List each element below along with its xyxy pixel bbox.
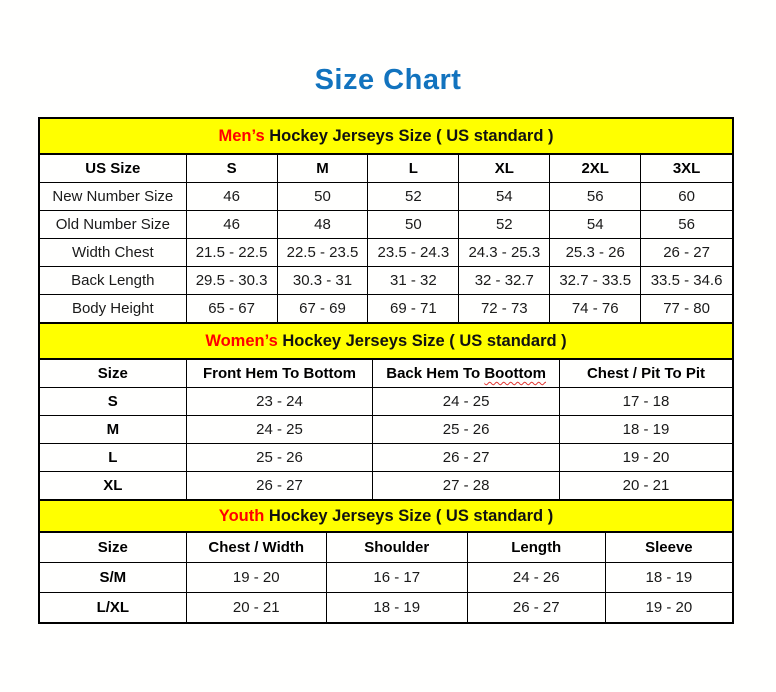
value-cell: 23 - 24 bbox=[186, 388, 373, 416]
column-header-cell: Shoulder bbox=[326, 532, 467, 563]
value-cell: 50 bbox=[368, 211, 459, 239]
column-header-cell: Front Hem To Bottom bbox=[186, 359, 373, 388]
section-womens bbox=[38, 322, 734, 501]
size-chart-tables bbox=[38, 117, 734, 624]
section-heading bbox=[38, 499, 734, 533]
value-cell: 27 - 28 bbox=[373, 472, 560, 501]
column-header-cell: Chest / Pit To Pit bbox=[559, 359, 733, 388]
column-header-cell: Sleeve bbox=[605, 532, 733, 563]
value-cell: 24 - 25 bbox=[186, 416, 373, 444]
value-cell: 26 - 27 bbox=[186, 472, 373, 501]
value-cell: 60 bbox=[641, 183, 733, 211]
table-row bbox=[39, 563, 733, 593]
table-row bbox=[39, 267, 733, 295]
row-label-cell: New Number Size bbox=[39, 183, 186, 211]
value-cell: 21.5 - 22.5 bbox=[186, 239, 277, 267]
table-row bbox=[39, 472, 733, 501]
value-cell: 17 - 18 bbox=[559, 388, 733, 416]
value-cell: 25.3 - 26 bbox=[550, 239, 641, 267]
row-label-cell: S bbox=[39, 388, 186, 416]
table-row bbox=[39, 211, 733, 239]
value-cell: 20 - 21 bbox=[559, 472, 733, 501]
value-cell: 25 - 26 bbox=[186, 444, 373, 472]
row-label-cell: Old Number Size bbox=[39, 211, 186, 239]
table-row bbox=[39, 416, 733, 444]
value-cell: 32 - 32.7 bbox=[459, 267, 550, 295]
column-header-cell: XL bbox=[459, 154, 550, 183]
value-cell: 23.5 - 24.3 bbox=[368, 239, 459, 267]
section-youth bbox=[38, 499, 734, 624]
row-label-cell: S/M bbox=[39, 563, 186, 593]
heading-rest: Hockey Jerseys Size ( US standard ) bbox=[264, 126, 554, 145]
value-cell: 24 - 25 bbox=[373, 388, 560, 416]
value-cell: 72 - 73 bbox=[459, 295, 550, 324]
row-label-cell: L bbox=[39, 444, 186, 472]
table-header-row bbox=[39, 532, 733, 563]
value-cell: 19 - 20 bbox=[186, 563, 326, 593]
value-cell: 54 bbox=[550, 211, 641, 239]
value-cell: 19 - 20 bbox=[605, 593, 733, 624]
row-label-cell: L/XL bbox=[39, 593, 186, 624]
column-header-text: Back Hem To bbox=[386, 365, 485, 382]
column-header-cell: Chest / Width bbox=[186, 532, 326, 563]
value-cell: 65 - 67 bbox=[186, 295, 277, 324]
value-cell: 26 - 27 bbox=[467, 593, 605, 624]
row-label-cell: M bbox=[39, 416, 186, 444]
heading-accent-word: Women’s bbox=[205, 331, 278, 350]
value-cell: 30.3 - 31 bbox=[277, 267, 368, 295]
table-row bbox=[39, 444, 733, 472]
section-mens bbox=[38, 117, 734, 324]
column-header-cell: Length bbox=[467, 532, 605, 563]
value-cell: 29.5 - 30.3 bbox=[186, 267, 277, 295]
value-cell: 22.5 - 23.5 bbox=[277, 239, 368, 267]
table-header-row bbox=[39, 359, 733, 388]
value-cell: 52 bbox=[368, 183, 459, 211]
womens-size-table bbox=[38, 358, 734, 501]
column-header-cell bbox=[373, 359, 560, 388]
column-header-cell: 3XL bbox=[641, 154, 733, 183]
value-cell: 56 bbox=[550, 183, 641, 211]
value-cell: 18 - 19 bbox=[559, 416, 733, 444]
mens-size-table bbox=[38, 153, 734, 324]
heading-rest: Hockey Jerseys Size ( US standard ) bbox=[264, 506, 554, 525]
value-cell: 19 - 20 bbox=[559, 444, 733, 472]
row-label-cell: XL bbox=[39, 472, 186, 501]
row-label-cell: Width Chest bbox=[39, 239, 186, 267]
row-label-cell: Body Height bbox=[39, 295, 186, 324]
value-cell: 67 - 69 bbox=[277, 295, 368, 324]
column-header-cell: 2XL bbox=[550, 154, 641, 183]
table-row bbox=[39, 593, 733, 624]
heading-rest: Hockey Jerseys Size ( US standard ) bbox=[277, 331, 567, 350]
value-cell: 24 - 26 bbox=[467, 563, 605, 593]
column-header-cell: M bbox=[277, 154, 368, 183]
value-cell: 52 bbox=[459, 211, 550, 239]
value-cell: 46 bbox=[186, 211, 277, 239]
column-header-cell: Size bbox=[39, 359, 186, 388]
value-cell: 31 - 32 bbox=[368, 267, 459, 295]
value-cell: 26 - 27 bbox=[641, 239, 733, 267]
value-cell: 74 - 76 bbox=[550, 295, 641, 324]
value-cell: 16 - 17 bbox=[326, 563, 467, 593]
misspelled-word-squiggle: Boottom bbox=[484, 365, 546, 382]
column-header-cell: US Size bbox=[39, 154, 186, 183]
value-cell: 50 bbox=[277, 183, 368, 211]
value-cell: 18 - 19 bbox=[605, 563, 733, 593]
row-label-cell: Back Length bbox=[39, 267, 186, 295]
value-cell: 69 - 71 bbox=[368, 295, 459, 324]
value-cell: 48 bbox=[277, 211, 368, 239]
heading-accent-word: Men’s bbox=[218, 126, 265, 145]
column-header-cell: L bbox=[368, 154, 459, 183]
value-cell: 77 - 80 bbox=[641, 295, 733, 324]
value-cell: 33.5 - 34.6 bbox=[641, 267, 733, 295]
value-cell: 18 - 19 bbox=[326, 593, 467, 624]
column-header-cell: Size bbox=[39, 532, 186, 563]
table-row bbox=[39, 295, 733, 324]
value-cell: 25 - 26 bbox=[373, 416, 560, 444]
heading-accent-word: Youth bbox=[218, 506, 265, 525]
section-heading bbox=[38, 322, 734, 360]
value-cell: 26 - 27 bbox=[373, 444, 560, 472]
value-cell: 20 - 21 bbox=[186, 593, 326, 624]
section-heading bbox=[38, 117, 734, 155]
value-cell: 32.7 - 33.5 bbox=[550, 267, 641, 295]
value-cell: 24.3 - 25.3 bbox=[459, 239, 550, 267]
table-row bbox=[39, 183, 733, 211]
table-row bbox=[39, 388, 733, 416]
value-cell: 56 bbox=[641, 211, 733, 239]
page-title: Size Chart bbox=[314, 64, 462, 96]
table-row bbox=[39, 239, 733, 267]
value-cell: 46 bbox=[186, 183, 277, 211]
value-cell: 54 bbox=[459, 183, 550, 211]
column-header-cell: S bbox=[186, 154, 277, 183]
table-header-row bbox=[39, 154, 733, 183]
youth-size-table bbox=[38, 531, 734, 624]
